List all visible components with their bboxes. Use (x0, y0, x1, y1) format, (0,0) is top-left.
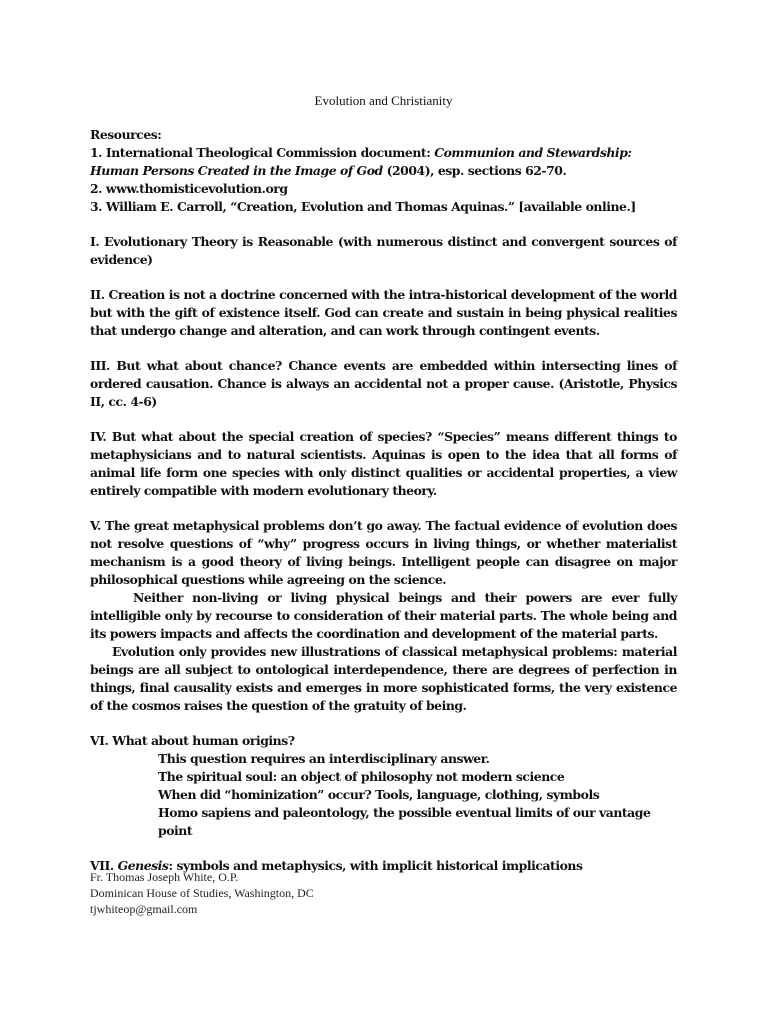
section-1: I. Evolutionary Theory is Reasonable (with numerous distinct and convergent sources of evidence) (90, 234, 677, 267)
section-6 (90, 732, 677, 840)
author-name: Fr. Thomas Joseph White, O.P. (90, 870, 239, 884)
resources-heading: Resources: (90, 127, 162, 142)
resource-item-2: 2. www.thomisticevolution.org (90, 181, 288, 196)
section-6-heading: VI. What about human origins? (90, 733, 295, 748)
section-4: IV. But what about the special creation of species? “Species” means different things to metaphysicians and to natural scientists. Aquinas is open to the idea that all forms of animal life form one species with only distinct qualities or accidental properties, a view entirely compatible with modern evolutionary theory. (90, 429, 677, 498)
resource-item-1-suffix: (2004), esp. sections 62-70. (382, 163, 567, 178)
resource-item-1-prefix: 1. International Theological Commission document: (90, 145, 435, 160)
section-7-genesis: Genesis (117, 858, 169, 873)
resource-item-1 (90, 144, 677, 180)
section-6-item-2: The spiritual soul: an object of philosophy not modern science (158, 769, 565, 784)
section-5-paragraph-3: Evolution only provides new illustrations of classical metaphysical problems: material beings are all subject to ontological interdependence, there are degrees of perfection in things, final causality exists and emerges in more sophisticated forms, the very existence of the cosmos raises the question of the gratuity of being. (90, 644, 677, 713)
resources-block (90, 126, 677, 216)
section-6-item-1: This question requires an interdisciplinary answer. (158, 751, 490, 766)
section-5-paragraph-2: Neither non-living or living physical beings and their powers are ever fully intelligible only by recourse to consideration of their material parts. The whole being and its powers impacts and affects the coordination and development of the material parts. (90, 590, 677, 641)
section-2: II. Creation is not a doctrine concerned with the intra-historical development of the world but with the gift of existence itself. God can create and sustain in being physical realities that undergo change and alteration, and can work through contingent events. (90, 287, 677, 338)
resource-item-3: 3. William E. Carroll, “Creation, Evolution and Thomas Aquinas.” [available online.] (90, 199, 636, 214)
section-6-item-4: Homo sapiens and paleontology, the possible eventual limits of our vantage point (158, 805, 651, 838)
signature-block (90, 869, 490, 917)
document-body (90, 92, 677, 892)
section-3: III. But what about chance? Chance events are embedded within intersecting lines of ordered causation. Chance is always an accidental not a proper cause. (Aristotle, Physics II, cc. 4-6) (90, 358, 677, 409)
section-6-item-3: When did “hominization” occur? Tools, language, clothing, symbols (158, 787, 600, 802)
section-5-paragraph-1: V. The great metaphysical problems don’t go away. The factual evidence of evolution does not resolve questions of “why” progress occurs in living things, or whether materialist mechanism is a good theory of living beings. Intelligent people can disagree on major philosophical questions while agreeing on the science. (90, 518, 677, 587)
author-email: tjwhiteop@gmail.com (90, 902, 198, 916)
resource-item-1-title: Communion and Stewardship: Human Persons Created in the Image of God (90, 145, 632, 178)
section-5 (90, 517, 677, 715)
section-7-prefix: VII. (90, 858, 118, 873)
author-organization: Dominican House of Studies, Washington, DC (90, 886, 314, 900)
section-7-suffix: : symbols and metaphysics, with implicit historical implications (168, 858, 583, 873)
document-title: Evolution and Christianity (314, 93, 453, 108)
